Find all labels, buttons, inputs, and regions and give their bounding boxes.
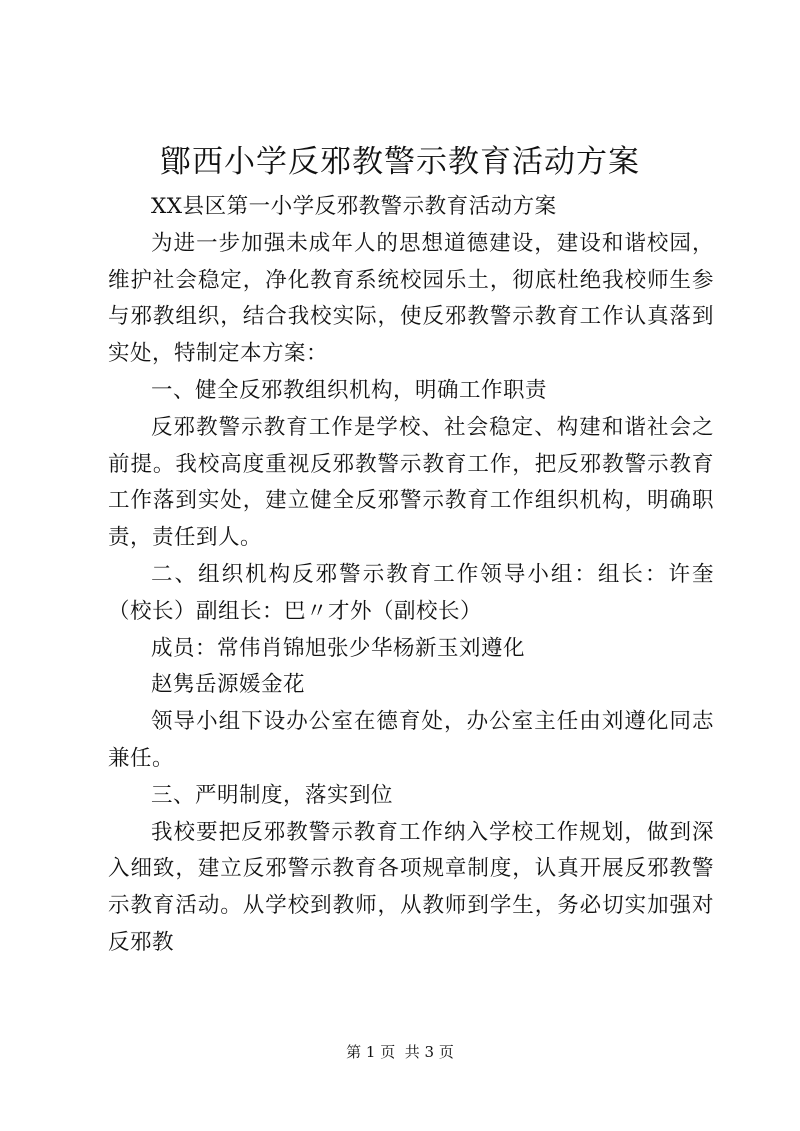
section-heading-2: 二、组织机构反邪警示教育工作领导小组：组长：许奎（校长）副组长：巴〃才外（副校长） (108, 561, 714, 624)
paragraph-section-1: 反邪教警示教育工作是学校、社会稳定、构建和谐社会之前提。我校高度重视反邪教警示教育工作，把反邪教警示教育工作落到实处，建立健全反邪警示教育工作组织机构，明确职责，责任到人。 (108, 414, 714, 551)
document-title: 鄮西小学反邪教警示教育活动方案 (160, 144, 640, 180)
paragraph-section-3: 我校要把反邪教警示教育工作纳入学校工作规划，做到深入细致，建立反邪警示教育各项规章制度，认真开展反邪教警示教育活动。从学校到教师，从教师到学生，务必切实加强对反邪教 (108, 819, 714, 955)
paragraph-office: 领导小组下设办公室在德育处，办公室主任由刘遵化同志兼任。 (108, 709, 714, 771)
section-heading-3: 三、严明制度，落实到位 (151, 782, 394, 808)
section-heading-1: 一、健全反邪教组织机构，明确工作职责 (151, 377, 548, 403)
paragraph-intro: 为进一步加强未成年人的思想道德建设，建设和谐校园，维护社会稳定，净化教育系统校园乐土，彻底杜绝我校师生参与邪教组织，结合我校实际，使反邪教警示教育工作认真落到实处，特制定本方案： (108, 230, 714, 367)
paragraph-members-cont: 赵隽岳源媛金花 (151, 672, 306, 698)
paragraph-members: 成员：常伟肖锦旭张少华杨新玉刘遵化 (151, 635, 526, 661)
page-footer (0, 1042, 800, 1062)
paragraph-subtitle: XX县区第一小学反邪教警示教育活动方案 (151, 194, 557, 219)
page-number-label: 第 1 页 共 3 页 (346, 1043, 454, 1061)
document-body (108, 189, 714, 962)
